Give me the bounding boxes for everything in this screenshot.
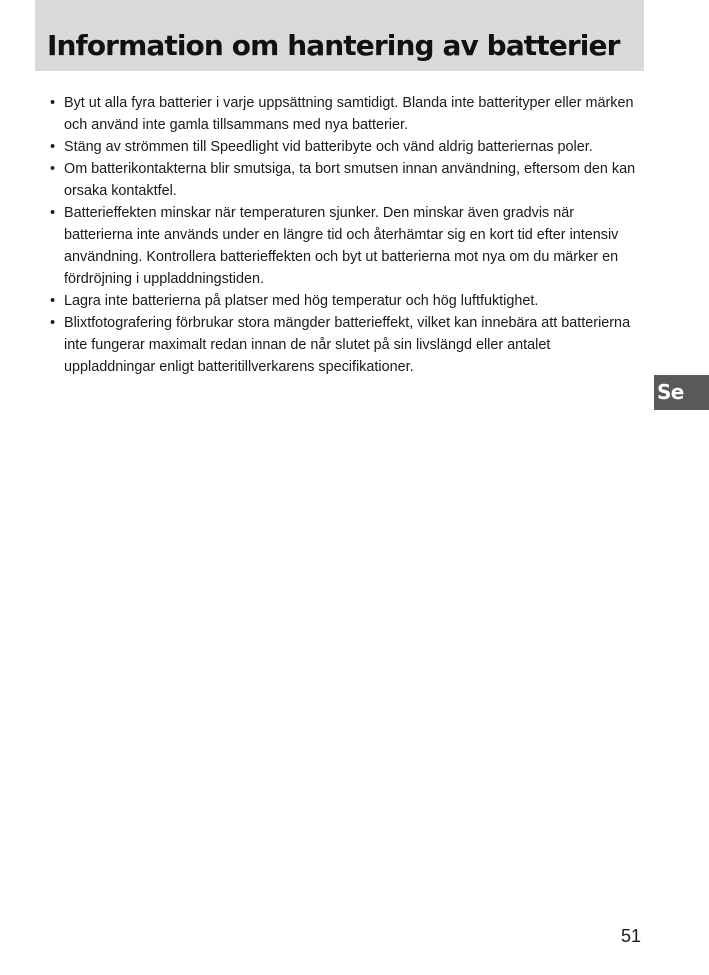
page-title: Information om hantering av batterier xyxy=(47,29,620,62)
list-item-text: Batterieffekten minskar när temperaturen sjunker. Den minskar även gradvis när batterierna inte används under en längre tid och återhämtar sig en kort tid efter intensiv användning. Kontrollera batterieffekten och byt ut batterierna mot nya om du märker en fördröjning i uppladdningstiden. xyxy=(64,205,619,287)
battery-info-list xyxy=(50,92,645,378)
bullet-icon: • xyxy=(50,205,56,221)
list-item xyxy=(50,290,645,312)
list-item xyxy=(50,136,645,158)
list-item-text: Om batterikontakterna blir smutsiga, ta bort smutsen innan användning, eftersom den kan orsaka kontaktfel. xyxy=(64,161,636,199)
language-tab-label: Se xyxy=(657,380,684,404)
bullet-icon: • xyxy=(50,315,56,331)
page-number: 51 xyxy=(621,926,642,946)
list-item xyxy=(50,312,645,378)
list-item-text: Lagra inte batterierna på platser med hög temperatur och hög luftfuktighet. xyxy=(64,293,539,309)
list-item xyxy=(50,158,645,202)
bullet-icon: • xyxy=(50,161,56,177)
title-bar xyxy=(35,0,644,71)
list-item-text: Byt ut alla fyra batterier i varje uppsättning samtidigt. Blanda inte batterityper eller märken och använd inte gamla tillsammans med nya batterier. xyxy=(64,95,634,133)
list-item xyxy=(50,202,645,290)
list-item xyxy=(50,92,645,136)
language-tab xyxy=(654,375,709,410)
bullet-icon: • xyxy=(50,293,56,309)
list-item-text: Stäng av strömmen till Speedlight vid batteribyte och vänd aldrig batteriernas poler. xyxy=(64,139,593,155)
bullet-icon: • xyxy=(50,95,56,111)
bullet-icon: • xyxy=(50,139,56,155)
list-item-text: Blixtfotografering förbrukar stora mängder batterieffekt, vilket kan innebära att batterierna inte fungerar maximalt redan innan de når slutet på sin livslängd eller antalet uppladdningar enligt batteritillverkarens specifikationer. xyxy=(64,315,631,375)
